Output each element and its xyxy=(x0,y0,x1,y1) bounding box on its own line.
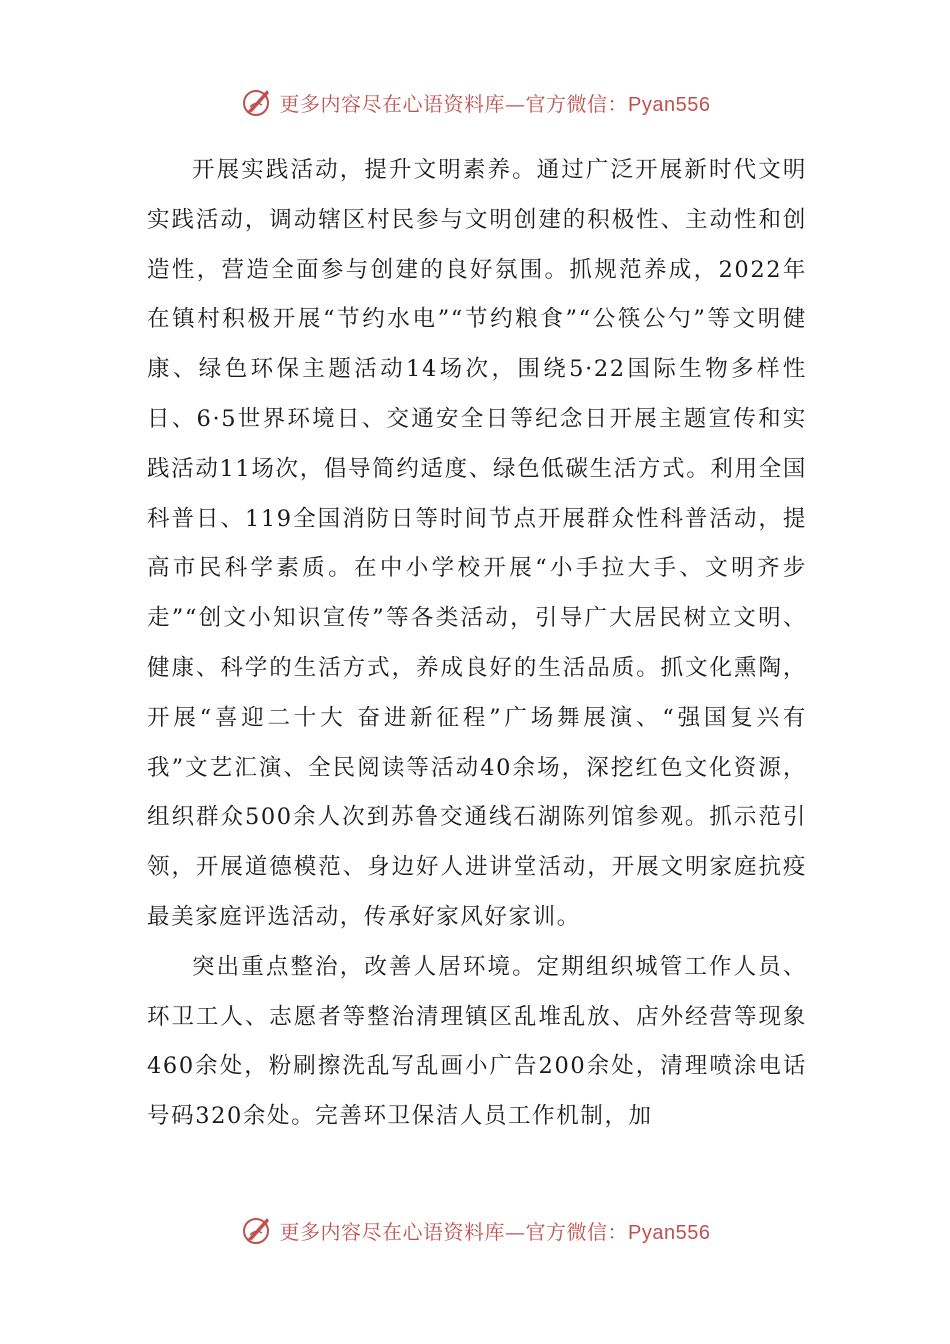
watermark-footer xyxy=(0,1210,950,1250)
document-body xyxy=(147,146,807,1142)
wechat-id: Pyan556 xyxy=(628,1221,711,1244)
quill-pen-seal-icon xyxy=(240,85,274,119)
wechat-id: Pyan556 xyxy=(628,93,711,116)
watermark-header xyxy=(0,82,950,122)
paragraph-environment-rectification: 突出重点整治，改善人居环境。定期组织城管工作人员、环卫工人、志愿者等整治清理镇区乱堆乱放、店外经营等现象460余处，粉刷擦洗乱写乱画小广告200余处，清理喷涂电话号码320余处。完善环卫保洁人员工作机制，加 xyxy=(147,953,807,1130)
watermark-text: 更多内容尽在心语资料库—官方微信：Pyan556 xyxy=(279,91,711,116)
quill-pen-seal-icon xyxy=(240,1213,274,1247)
paragraph-practice-activities: 开展实践活动，提升文明素养。通过广泛开展新时代文明实践活动，调动辖区村民参与文明创建的积极性、主动性和创造性，营造全面参与创建的良好氛围。抓规范养成，2022年在镇村积极开展“节约水电”“节约粮食”“公筷公勺”等文明健康、绿色环保主题活动14场次，围绕5·22国际生物多样性日、6·5世界环境日、交通安全日等纪念日开展主题宣传和实践活动11场次，倡导简约适度、绿色低碳生活方式。利用全国科普日、119全国消防日等时间节点开展群众性科普活动，提高市民科学素质。在中小学校开展“小手拉大手、文明齐步走”“创文小知识宣传”等各类活动，引导广大居民树立文明、健康、科学的生活方式，养成良好的生活品质。抓文化熏陶，开展“喜迎二十大 奋进新征程”广场舞展演、“强国复兴有我”文艺汇演、全民阅读等活动40余场，深挖红色文化资源，组织群众500余人次到苏鲁交通线石湖陈列馆参观。抓示范引领，开展道德模范、身边好人进讲堂活动，开展文明家庭抗疫最美家庭评选活动，传承好家风好家训。 xyxy=(147,157,807,930)
watermark-text: 更多内容尽在心语资料库—官方微信：Pyan556 xyxy=(279,1219,711,1244)
